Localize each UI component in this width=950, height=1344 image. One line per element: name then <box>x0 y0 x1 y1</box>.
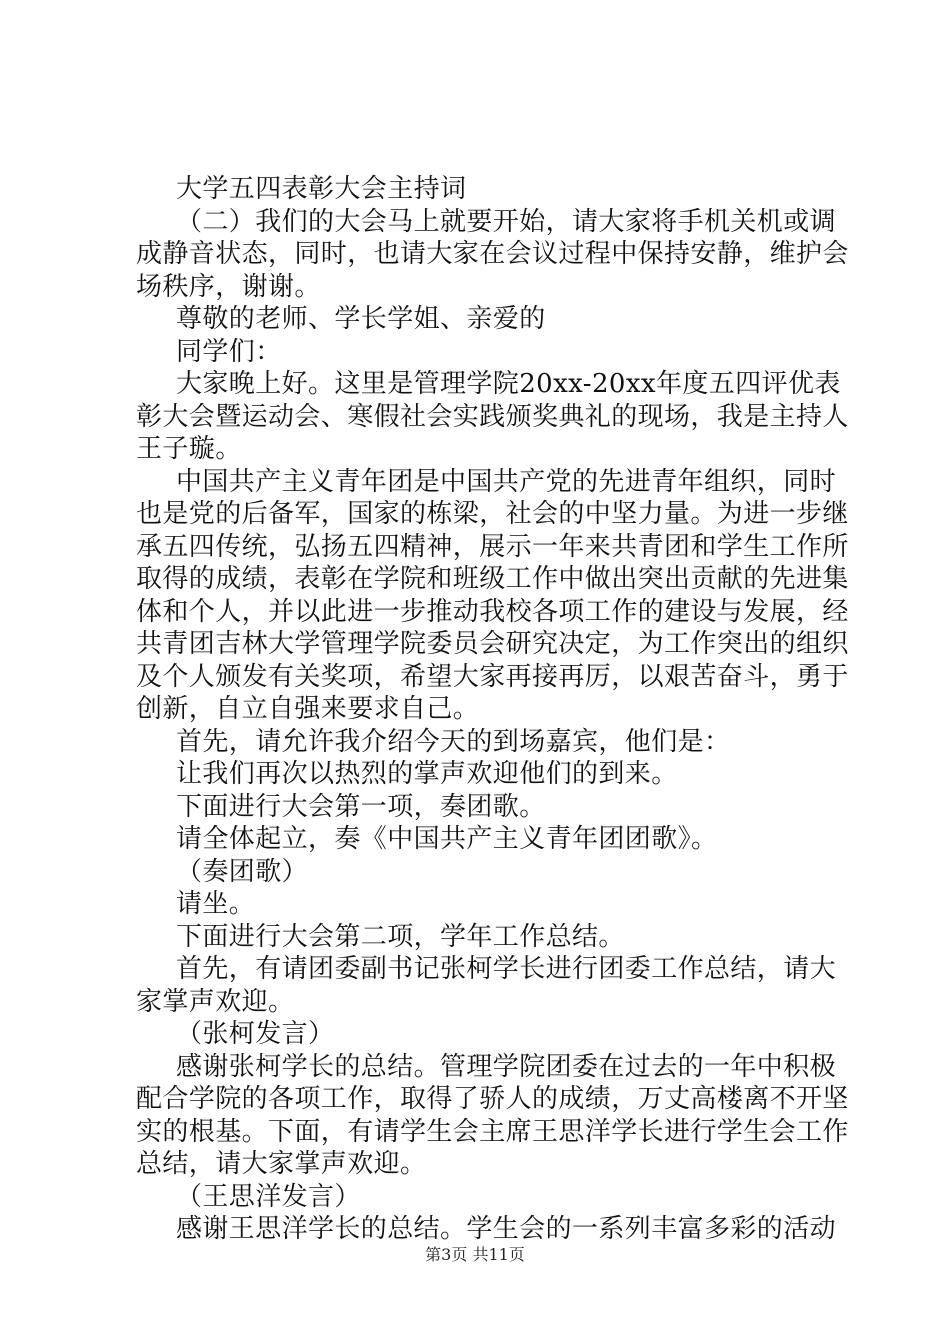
text-line: 让我们再次以热烈的掌声欢迎他们的到来。 <box>176 759 678 789</box>
text-line: 也是党的后备军，国家的栋梁，社会的中坚力量。为进一步继 <box>136 499 849 529</box>
text-line: 同学们： <box>176 336 282 367</box>
text-line: 感谢张柯学长的总结。管理学院团委在过去的一年中积极 <box>176 1051 837 1082</box>
text-line: 实的根基。下面，有请学生会主席王思洋学长进行学生会工作 <box>136 1116 849 1147</box>
page-footer: 第3页 共11页 <box>425 1245 525 1264</box>
text-line: （王思洋发言） <box>176 1181 361 1212</box>
text-line: 尊敬的老师、学长学姐、亲爱的 <box>176 304 546 334</box>
text-line: （奏团歌） <box>176 856 309 887</box>
text-line: 取得的成绩，表彰在学院和班级工作中做出突出贡献的先进集 <box>136 564 849 594</box>
text-line: 家掌声欢迎。 <box>136 986 295 1017</box>
text-line: 感谢王思洋学长的总结。学生会的一系列丰富多彩的活动 <box>176 1214 837 1244</box>
text-line: 总结，请大家掌声欢迎。 <box>136 1149 427 1179</box>
text-line: 大学五四表彰大会主持词 <box>176 174 467 204</box>
document-body <box>136 173 849 1246</box>
text-line: 中国共产主义青年团是中国共产党的先进青年组织，同时 <box>176 466 837 497</box>
text-line: 共青团吉林大学管理学院委员会研究决定，为工作突出的组织 <box>136 629 849 659</box>
text-line: 体和个人，并以此进一步推动我校各项工作的建设与发展，经 <box>136 596 849 627</box>
text-line: 配合学院的各项工作，取得了骄人的成绩，万丈高楼离不开坚 <box>136 1084 849 1114</box>
text-line: 承五四传统，弘扬五四精神，展示一年来共青团和学生工作所 <box>136 531 849 562</box>
text-line: 彰大会暨运动会、寒假社会实践颁奖典礼的现场，我是主持人 <box>136 401 849 432</box>
text-line: 下面进行大会第二项，学年工作总结。 <box>176 921 625 952</box>
text-line: 首先，有请团委副书记张柯学长进行团委工作总结，请大 <box>176 954 837 984</box>
text-line: （张柯发言） <box>176 1019 335 1049</box>
text-line: 首先，请允许我介绍今天的到场嘉宾，他们是： <box>176 726 731 757</box>
text-line: 成静音状态，同时，也请大家在会议过程中保持安静，维护会 <box>136 239 849 269</box>
text-line: 场秩序，谢谢。 <box>136 271 321 302</box>
text-line: 大家晚上好。这里是管理学院20xx-20xx年度五四评优表 <box>176 369 841 399</box>
text-line: 及个人颁发有关奖项，希望大家再接再厉，以艰苦奋斗，勇于 <box>136 661 849 692</box>
text-line: 王子璇。 <box>136 434 242 464</box>
text-line: 请全体起立，奏《中国共产主义青年团团歌》。 <box>176 824 718 854</box>
text-line: 请坐。 <box>176 889 256 919</box>
text-line: 创新，自立自强来要求自己。 <box>136 694 480 724</box>
text-line: 下面进行大会第一项，奏团歌。 <box>176 791 546 822</box>
text-line: （二）我们的大会马上就要开始，请大家将手机关机或调 <box>176 206 837 237</box>
